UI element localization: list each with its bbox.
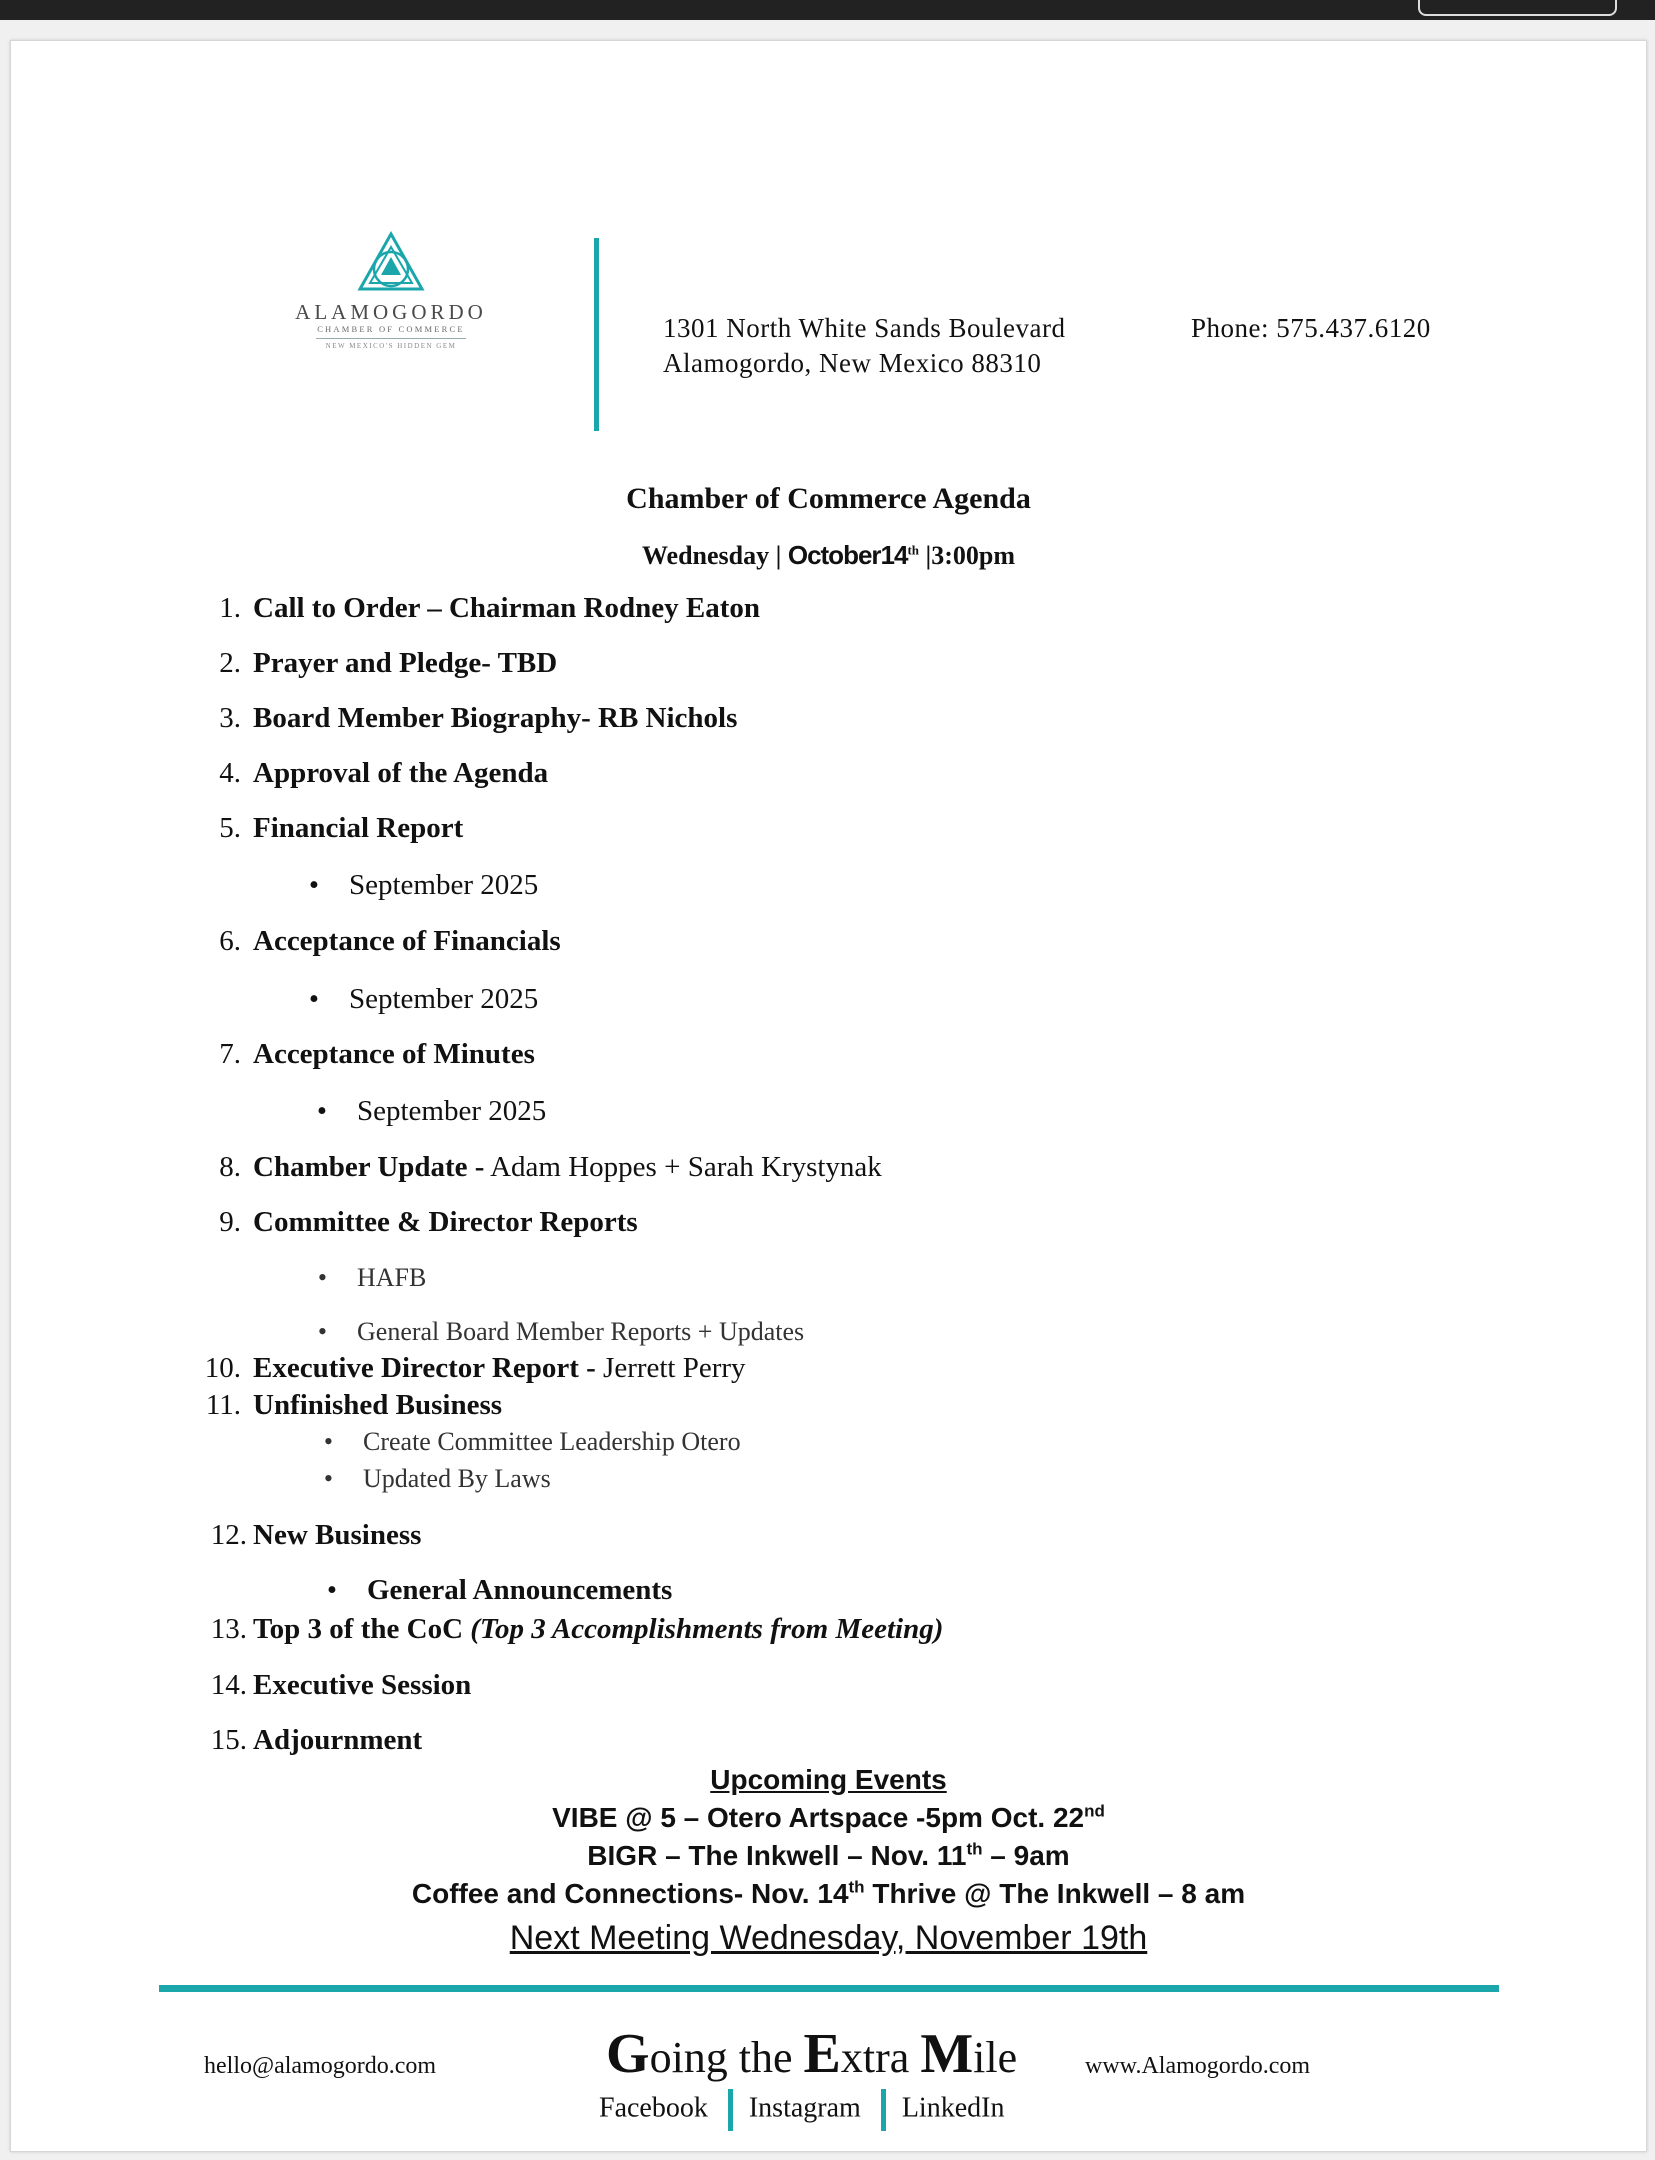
event-suffix: th (966, 1839, 983, 1859)
agenda-item-label: Financial Report (253, 812, 464, 844)
agenda-subitem (316, 1093, 547, 1129)
agenda-item (219, 590, 760, 626)
agenda-item-detail: (Top 3 Accomplishments from Meeting) (470, 1613, 944, 1645)
agenda-subitem-label: HAFB (357, 1263, 427, 1292)
agenda-subitem-label: Updated By Laws (363, 1464, 551, 1493)
agenda-item (210, 1667, 472, 1703)
footer-divider (159, 1985, 1499, 1992)
agenda-subitem-label: General Board Member Reports + Updates (357, 1317, 805, 1346)
agenda-item-number: 6. (219, 925, 241, 957)
agenda-item-label: Board Member Biography- RB Nichols (253, 702, 738, 734)
agenda-item (219, 923, 561, 959)
logo-rule (316, 338, 466, 339)
chamber-logo (281, 231, 501, 351)
logo-tagline: NEW MEXICO'S HIDDEN GEM (325, 342, 457, 350)
agenda-item-label: Acceptance of Minutes (253, 1038, 535, 1070)
tagline-cap: G (606, 2023, 650, 2085)
agenda-item (219, 1149, 882, 1185)
agenda-subitem (323, 1424, 741, 1460)
agenda-subitem (317, 1314, 805, 1350)
social-link-instagram[interactable]: Instagram (748, 2092, 861, 2124)
logo-name: ALAMOGORDO (295, 300, 487, 324)
footer-website[interactable]: www.Alamogordo.com (1085, 2053, 1311, 2079)
meeting-date-suffix: th (907, 542, 920, 558)
phone-number: Phone: 575.437.6120 (1191, 313, 1431, 343)
address (663, 311, 1065, 381)
event-text: VIBE @ 5 – Otero Artspace -5pm Oct. 22 (552, 1802, 1085, 1833)
agenda-item-number: 2. (219, 647, 241, 679)
tagline-word: ile (973, 2033, 1018, 2082)
agenda-item (205, 1387, 503, 1423)
agenda-item-number: 13. (210, 1613, 247, 1645)
event-item (11, 1837, 1646, 1875)
agenda-item-number: 14. (210, 1669, 247, 1701)
agenda-item (210, 1517, 422, 1553)
bullet-icon: • (308, 869, 319, 901)
upcoming-events (11, 1761, 1646, 1913)
agenda-item (219, 645, 558, 681)
event-text-end: Thrive @ The Inkwell – 8 am (864, 1878, 1246, 1909)
agenda-item-number: 15. (210, 1724, 247, 1756)
event-item (11, 1799, 1646, 1837)
tagline-cap: M (920, 2023, 974, 2085)
agenda-item (204, 1350, 746, 1386)
agenda-item-label: Prayer and Pledge- TBD (253, 647, 558, 679)
tagline-cap: E (803, 2023, 841, 2085)
social-link-linkedin[interactable]: LinkedIn (901, 2092, 1005, 2124)
agenda-item-number: 9. (219, 1206, 241, 1238)
meeting-day: Wednesday | (641, 541, 788, 570)
agenda-item-label: Executive Session (253, 1669, 472, 1701)
agenda-item-number: 1. (219, 592, 241, 624)
social-link-facebook[interactable]: Facebook (599, 2092, 708, 2124)
agenda-subitem (326, 1572, 673, 1608)
agenda-item-label: Chamber Update - (253, 1151, 485, 1183)
agenda-subitem (308, 981, 539, 1017)
logo-subtitle: CHAMBER OF COMMERCE (317, 324, 465, 334)
agenda-item-label: Adjournment (253, 1724, 423, 1756)
meeting-date (11, 540, 1646, 571)
address-line-1: 1301 North White Sands Boulevard (663, 313, 1066, 343)
event-text: BIGR – The Inkwell – Nov. 11 (587, 1840, 967, 1871)
agenda-item-label: Unfinished Business (253, 1389, 503, 1421)
address-line-2: Alamogordo, New Mexico 88310 (663, 348, 1042, 378)
agenda-item-number: 11. (205, 1389, 241, 1421)
agenda-subitem-label: September 2025 (357, 1095, 547, 1127)
agenda-subitem-label: September 2025 (349, 869, 539, 901)
agenda-item-label: Approval of the Agenda (253, 757, 549, 789)
top-bar (0, 0, 1655, 20)
social-links (599, 2089, 1004, 2131)
agenda-item-label: Acceptance of Financials (253, 925, 561, 957)
agenda-item-detail: Jerrett Perry (595, 1352, 746, 1384)
agenda-subitem (323, 1461, 551, 1497)
footer-email[interactable]: hello@alamogordo.com (204, 2053, 437, 2079)
agenda-item (210, 1722, 423, 1758)
header-divider (594, 238, 599, 431)
bullet-icon: • (316, 1095, 327, 1127)
agenda-item-number: 4. (219, 757, 241, 789)
social-separator (728, 2089, 733, 2131)
agenda-item-number: 5. (219, 812, 241, 844)
document-page (10, 40, 1647, 2152)
bullet-icon: • (326, 1574, 337, 1606)
agenda-item (219, 1036, 535, 1072)
agenda-item (219, 1204, 638, 1240)
tagline-word: oing the (649, 2033, 804, 2082)
bullet-icon: • (323, 1427, 333, 1456)
agenda-item-number: 3. (219, 702, 241, 734)
events-title: Upcoming Events (710, 1764, 947, 1795)
agenda-item-label: Call to Order – Chairman Rodney Eaton (253, 592, 760, 624)
agenda-item-detail: Adam Hoppes + Sarah Krystynak (484, 1151, 882, 1183)
footer-tagline (606, 2023, 1018, 2085)
agenda-subitem-label: September 2025 (349, 983, 539, 1015)
agenda-item-label: Executive Director Report - (253, 1352, 596, 1384)
agenda-item-label: New Business (253, 1519, 422, 1551)
agenda-item (219, 810, 464, 846)
agenda-item-label: Top 3 of the CoC (253, 1613, 464, 1645)
bullet-icon: • (323, 1464, 333, 1493)
agenda-subitem (317, 1260, 427, 1296)
agenda-item (219, 700, 738, 736)
top-bar-button[interactable] (1418, 0, 1617, 16)
next-meeting: Next Meeting Wednesday, November 19th (509, 1919, 1148, 1957)
agenda-item-number: 10. (204, 1352, 241, 1384)
agenda-item-number: 12. (210, 1519, 247, 1551)
event-text: Coffee and Connections- Nov. 14 (411, 1878, 849, 1909)
bullet-icon: • (317, 1317, 327, 1346)
bullet-icon: • (317, 1263, 327, 1292)
bullet-icon: • (308, 983, 319, 1015)
meeting-time: |3:00pm (919, 541, 1016, 570)
event-text-end: – 9am (982, 1840, 1070, 1871)
agenda-item (210, 1611, 944, 1647)
event-item (11, 1875, 1646, 1913)
tagline-word: xtra (840, 2033, 921, 2082)
agenda-item-number: 7. (219, 1038, 241, 1070)
agenda-subitem-label: Create Committee Leadership Otero (363, 1427, 741, 1456)
agenda-item-label: Committee & Director Reports (253, 1206, 638, 1238)
agenda-subitem-label: General Announcements (367, 1574, 673, 1606)
page-title: Chamber of Commerce Agenda (626, 482, 1031, 515)
event-suffix: th (848, 1877, 865, 1897)
meeting-date-text: October14 (787, 540, 908, 570)
agenda-subitem (308, 867, 539, 903)
event-suffix: nd (1084, 1801, 1105, 1821)
logo-emblem-icon (356, 231, 426, 295)
social-separator (881, 2089, 886, 2131)
agenda-item-number: 8. (219, 1151, 241, 1183)
agenda-item (219, 755, 549, 791)
